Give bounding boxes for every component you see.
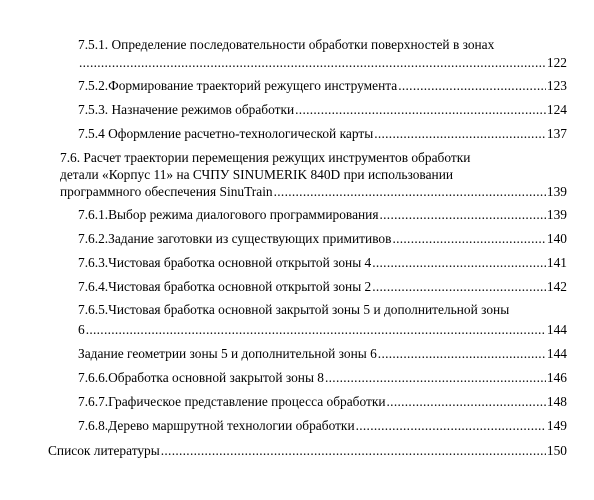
toc-entry-title-line1: 7.6.5.Чистовая бработка основной закрытой зоны 5 и дополнительной зоны: [78, 302, 510, 317]
toc-page-number: 137: [546, 126, 567, 141]
dot-leader: [79, 54, 546, 71]
dot-leader: [325, 369, 546, 386]
toc-entry-7-6-1[interactable]: [78, 206, 567, 223]
dot-leader: [387, 393, 546, 410]
toc-page-number: 123: [546, 78, 567, 93]
toc-entry-zone-geometry[interactable]: [78, 345, 567, 362]
toc-page-number: 148: [546, 394, 567, 409]
toc-page-number: 122: [546, 55, 567, 70]
dot-leader: [380, 206, 546, 223]
toc-entry-7-5-2[interactable]: [78, 77, 567, 94]
toc-entry-7-6-8[interactable]: [78, 417, 567, 434]
toc-entry-title-line2: детали «Корпус 11» на СЧПУ SINUMERIK 840D при использовании: [60, 167, 454, 182]
toc-entry-title: 7.5.3. Назначение режимов обработки: [78, 102, 295, 117]
toc-entry-7-6-7[interactable]: [78, 393, 567, 410]
dot-leader: [274, 183, 546, 200]
toc-entry-title: Список литературы: [48, 443, 160, 458]
toc-entry-7-6[interactable]: [60, 149, 567, 200]
toc-page-number: 139: [546, 207, 567, 222]
toc-entry-title-line3: программного обеспечения SinuTrain: [60, 184, 273, 199]
toc-entry-title-line1: 7.6. Расчет траектории перемещения режущих инструментов обработки: [60, 150, 471, 165]
toc-entry-references[interactable]: [48, 442, 567, 459]
toc-entry-title: 7.5.1. Определение последовательности обработки поверхностей в зонах: [78, 37, 495, 52]
toc-page-number: 139: [546, 184, 567, 199]
dot-leader: [86, 321, 546, 338]
toc-entry-7-6-5[interactable]: [78, 301, 567, 338]
toc-page-number: 146: [546, 370, 567, 385]
toc-entry-title: 7.6.1.Выбор режима диалогового программирования: [78, 207, 379, 222]
toc-page-number: 150: [546, 443, 567, 458]
dot-leader: [392, 230, 545, 247]
dot-leader: [161, 442, 546, 459]
toc-entry-title-line2: 6: [78, 322, 85, 337]
dot-leader: [372, 254, 546, 271]
toc-entry-7-5-4[interactable]: [78, 125, 567, 142]
toc-entry-title: 7.6.6.Обработка основной закрытой зоны 8: [78, 370, 324, 385]
toc-entry-title: 7.6.7.Графическое представление процесса обработки: [78, 394, 386, 409]
toc-entry-7-5-1[interactable]: [78, 36, 567, 71]
toc-page-number: 142: [546, 279, 567, 294]
toc-entry-title: 7.6.2.Задание заготовки из существующих примитивов: [78, 231, 392, 246]
toc-page-number: 144: [546, 346, 567, 361]
dot-leader: [374, 125, 546, 142]
dot-leader: [356, 417, 546, 434]
toc-entry-7-5-3[interactable]: [78, 101, 567, 118]
toc-entry-title: 7.6.3.Чистовая бработка основной открытой зоны 4: [78, 255, 372, 270]
toc-entry-title: 7.5.4 Оформление расчетно-технологической карты: [78, 126, 374, 141]
dot-leader: [372, 278, 546, 295]
toc-page-number: 140: [546, 231, 567, 246]
toc-page-number: 124: [546, 102, 567, 117]
toc-entry-title: Задание геометрии зоны 5 и дополнительной зоны 6: [78, 346, 377, 361]
toc-entry-7-6-6[interactable]: [78, 369, 567, 386]
toc-entry-title: 7.5.2.Формирование траекторий режущего инструмента: [78, 78, 398, 93]
toc-entry-title: 7.6.4.Чистовая бработка основной открытой зоны 2: [78, 279, 372, 294]
dot-leader: [378, 345, 546, 362]
toc-entry-title: 7.6.8.Дерево маршрутной технологии обработки: [78, 418, 355, 433]
toc-page-number: 141: [546, 255, 567, 270]
toc-entry-7-6-2[interactable]: [78, 230, 567, 247]
dot-leader: [398, 77, 546, 94]
toc-entry-7-6-3[interactable]: [78, 254, 567, 271]
toc-page-number: 144: [546, 322, 567, 337]
toc-page-number: 149: [546, 418, 567, 433]
dot-leader: [295, 101, 546, 118]
toc-entry-7-6-4[interactable]: [78, 278, 567, 295]
